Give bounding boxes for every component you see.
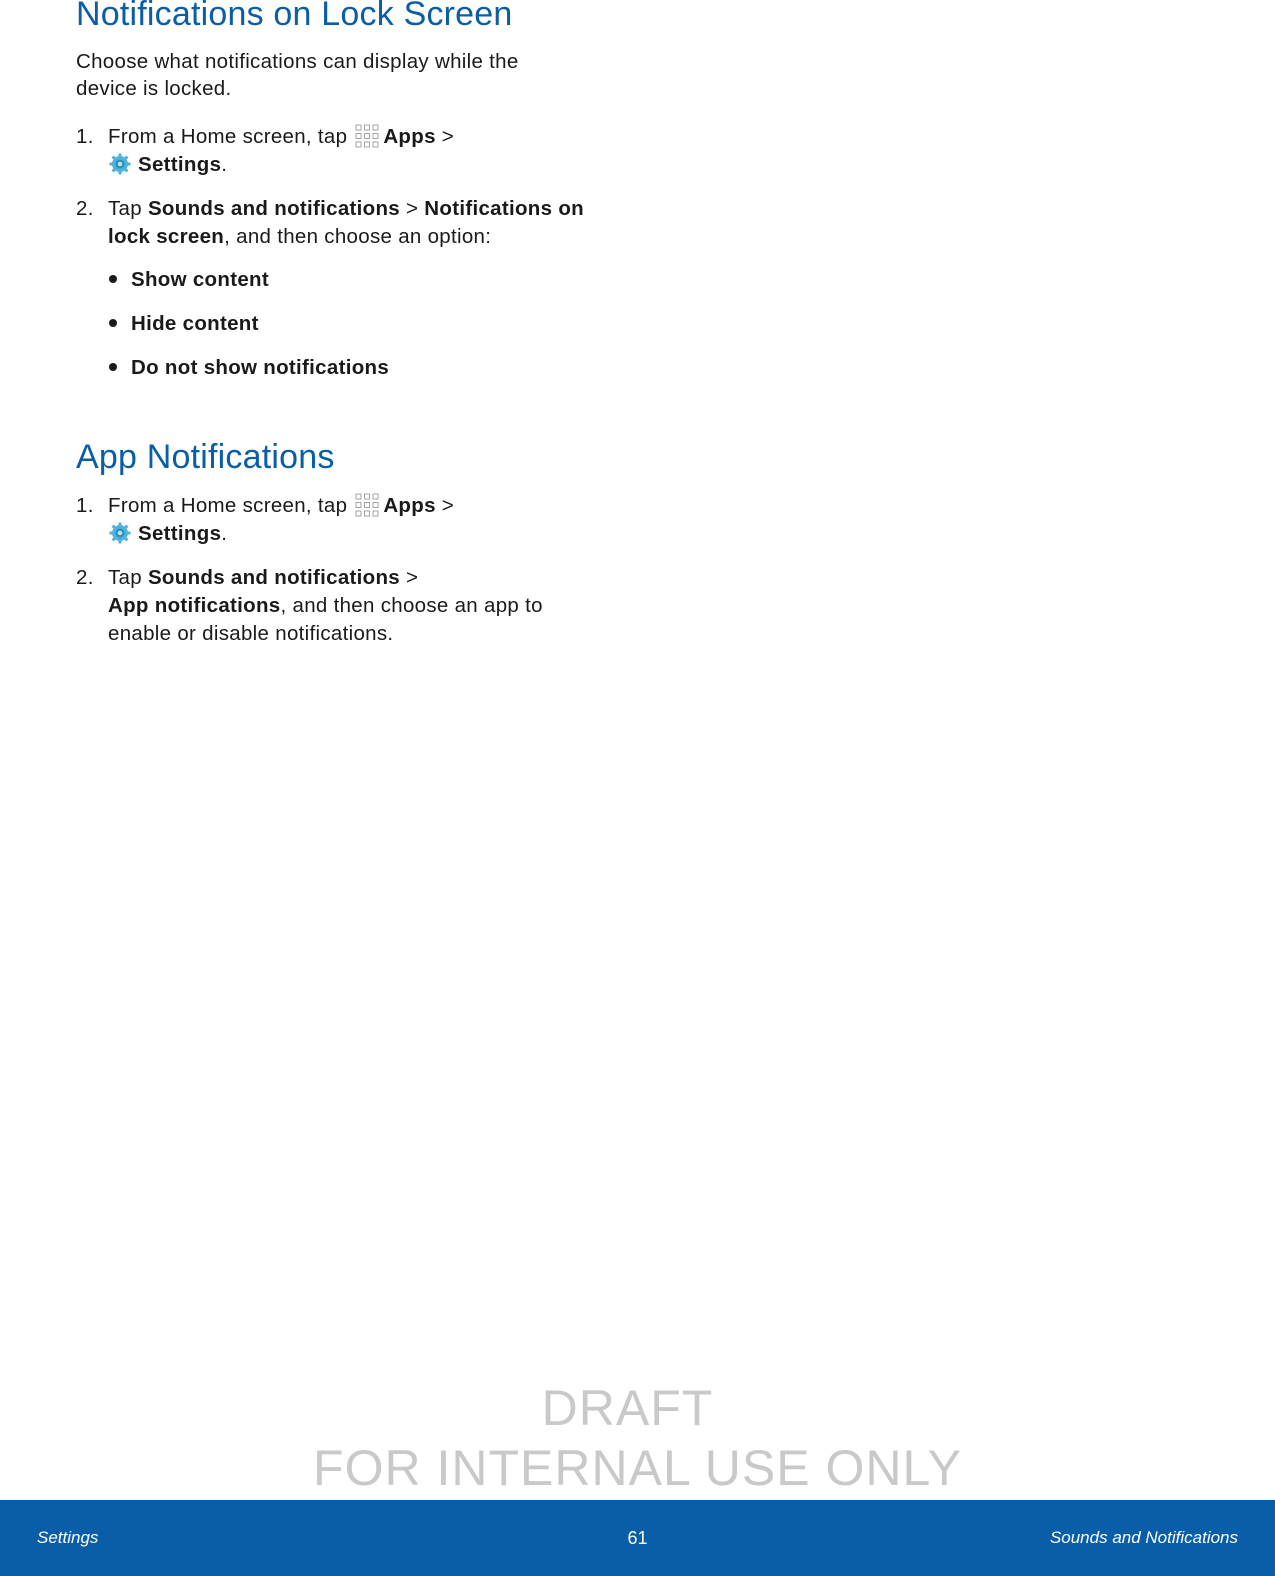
watermark-internal-use: FOR INTERNAL USE ONLY — [313, 1440, 962, 1496]
footer-section: Sounds and Notifications — [1049, 1528, 1238, 1547]
step-text: From a Home screen, tap — [108, 125, 348, 148]
separator: > — [435, 125, 455, 148]
intro-paragraph: Choose what notifications can display while the device is locked. — [76, 50, 519, 100]
step-text: Tap — [108, 566, 148, 589]
app-notifications-label: App notifications — [108, 594, 281, 617]
lock-step-1 — [76, 123, 596, 179]
settings-label: Settings — [138, 522, 222, 545]
step-text: Tap — [108, 197, 148, 220]
watermark-draft: DRAFT — [541, 1380, 714, 1436]
step-number: 1. — [76, 125, 94, 148]
separator: > — [400, 566, 419, 589]
footer-chapter: Settings — [37, 1528, 99, 1547]
option-label: Hide content — [131, 312, 259, 335]
bullet-dot — [109, 363, 117, 371]
settings-gear-icon — [108, 152, 132, 176]
footer-page-number: 61 — [627, 1528, 648, 1548]
separator: > — [435, 494, 455, 517]
step-text: , and then choose an app to enable or disable notifications. — [108, 594, 543, 645]
app-step-2 — [76, 564, 596, 648]
sounds-notifications-label: Sounds and notifications — [147, 566, 401, 589]
apps-grid-icon — [355, 493, 379, 517]
section-heading-lock-screen: Notifications on Lock Screen — [76, 0, 513, 33]
settings-gear-icon — [108, 521, 132, 545]
bullet-dot — [109, 275, 117, 283]
option-hide-content — [109, 310, 259, 338]
step-body — [108, 195, 596, 251]
step-text: , and then choose an option: — [224, 225, 492, 248]
bullet-dot — [109, 319, 117, 327]
page-footer — [0, 1500, 1275, 1576]
option-label: Show content — [131, 268, 269, 291]
period: . — [221, 153, 228, 176]
step-number: 2. — [76, 566, 94, 589]
step-body — [108, 564, 596, 648]
option-label: Do not show notifications — [131, 356, 390, 379]
app-step-1 — [76, 492, 596, 548]
notifications-lock-screen-label: Notifications on lock screen — [108, 197, 584, 248]
settings-label: Settings — [138, 153, 222, 176]
section-heading-app-notifications: App Notifications — [76, 438, 335, 476]
step-body — [108, 123, 596, 179]
lock-step-2 — [76, 195, 596, 251]
step-text: From a Home screen, tap — [108, 494, 348, 517]
step-number: 2. — [76, 197, 94, 220]
period: . — [221, 522, 228, 545]
sounds-notifications-label: Sounds and notifications — [147, 197, 401, 220]
apps-label: Apps — [383, 494, 436, 517]
step-number: 1. — [76, 494, 94, 517]
option-do-not-show — [109, 354, 389, 382]
apps-grid-icon — [355, 124, 379, 148]
apps-label: Apps — [383, 125, 436, 148]
option-show-content — [109, 266, 269, 294]
separator: > — [400, 197, 425, 220]
step-body — [108, 492, 596, 548]
